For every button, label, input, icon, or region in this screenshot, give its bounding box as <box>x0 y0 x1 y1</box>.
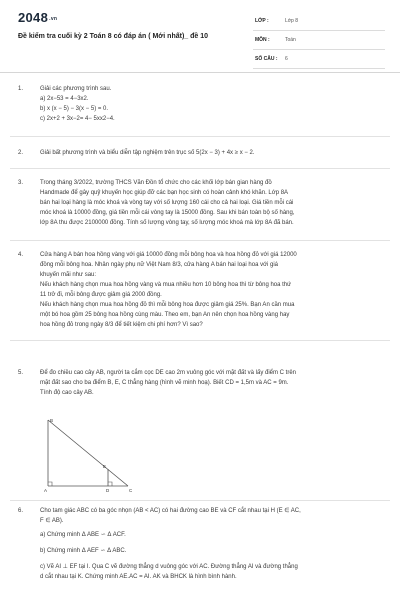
meta-value: Lớp 8 <box>285 18 299 24</box>
question-line: mặt đất sao cho ba điểm B, E, C thẳng hàng (hình vẽ minh hoạ). Biết CD = 1,5m và AC = 9m. <box>40 380 289 386</box>
question-line: Nếu khách hàng chọn mua hoa hồng đỏ thì mỗi bông hoa được giảm giá 25%. Bạn An cần mua <box>40 302 295 308</box>
question-line: Để đo chiều cao cây AB, người ta cắm cọc DE cao 2m vuông góc với mặt đất và lấy điểm C trên <box>40 370 297 376</box>
question-number: 5. <box>18 370 24 376</box>
meta-label: LỚP : <box>255 18 269 24</box>
question-line: Trong tháng 3/2022, trường THCS Văn Đồn tổ chức cho các khối lớp bán gian hàng đồ <box>40 180 272 186</box>
document-title: Đề kiểm tra cuối kỳ 2 Toán 8 có đáp án ( Mới nhất)_ đề 10 <box>18 33 209 40</box>
question-line: F ∈ AB). <box>40 518 64 524</box>
hypotenuse-bc <box>48 420 128 486</box>
question-body <box>40 148 382 158</box>
question-line: móc khoá là 10000 đồng, giá tiền mỗi cái vòng tay là 15000 đồng. Sau khi bán toàn bộ số hàng, <box>40 210 295 216</box>
logo-text: 2048 <box>18 10 49 25</box>
question-3 <box>18 178 382 228</box>
meta-table <box>253 12 385 69</box>
point-label-b: B <box>50 418 54 423</box>
question-1 <box>18 84 382 124</box>
question-body <box>40 368 382 398</box>
question-line: b) Chứng minh Δ AEF ∽ Δ ABC. <box>40 548 127 554</box>
question-line: Nếu khách hàng chọn mua hoa hồng vàng và mua nhiều hơn 10 bông hoa thì từ bông hoa thứ <box>40 282 292 288</box>
question-line: c) 2x+2 + 3x−2= 4− 5xx2−4. <box>40 116 115 122</box>
meta-value: Toán <box>285 37 296 43</box>
question-line: Tính độ cao cây AB. <box>40 390 94 396</box>
question-number: 6. <box>18 508 24 514</box>
question-line: khuyến mãi như sau: <box>40 272 97 278</box>
point-label-a: A <box>44 488 48 493</box>
tree-measurement-figure <box>40 416 140 496</box>
header-divider <box>0 72 400 73</box>
question-5 <box>18 368 382 398</box>
question-number: 3. <box>18 180 24 186</box>
question-line: Giải các phương trình sau. <box>40 86 112 92</box>
question-line: bán hai loại hàng là móc khoá và vòng tay với số lượng 160 cái cho cả hai loại. Giá tiền mỗi cái <box>40 200 294 206</box>
meta-value: 6 <box>285 56 288 62</box>
question-6 <box>18 506 382 582</box>
logo-tld: .vn <box>49 15 58 22</box>
question-line: c) Vẽ AI ⊥ EF tại I. Qua C vẽ đường thẳng d vuông góc với AC. Đường thẳng AI và đường thẳng <box>40 564 298 570</box>
meta-label: SỐ CÂU : <box>255 56 278 62</box>
point-label-d: D <box>106 488 110 493</box>
question-body <box>40 250 382 330</box>
question-line: lớp 8A thu được 2100000 đồng. Tính số lượng vòng tay, số lượng móc khoá mà lớp 8A đã bán. <box>40 220 294 226</box>
question-2 <box>18 148 382 158</box>
question-line: đồng mỗi bông hoa. Nhân ngày phụ nữ Việt Nam 8/3, cửa hàng A bán hai loại hoa với giá <box>40 262 279 268</box>
question-divider <box>10 340 390 341</box>
question-number: 2. <box>18 150 24 156</box>
question-line: Handmade để gây quỹ khuyến học giúp đỡ các bạn học sinh có hoàn cảnh khó khăn. Lớp 8A <box>40 190 289 196</box>
question-number: 4. <box>18 252 24 258</box>
question-line: một bó hoa gồm 25 bông hoa hồng cùng màu. Theo em, bạn An nên chọn hoa hồng vàng hay <box>40 312 290 318</box>
question-divider <box>10 500 390 501</box>
point-label-e: E <box>103 464 107 469</box>
question-line: 11 trở đi, mỗi bông được giảm giá 2000 đồng. <box>40 292 162 298</box>
question-body <box>40 506 382 582</box>
question-divider <box>10 240 390 241</box>
question-line: a) Chứng minh Δ ABE ∽ Δ ACF. <box>40 532 126 538</box>
right-angle-marker-d <box>108 482 112 486</box>
site-logo[interactable] <box>18 10 57 25</box>
question-4 <box>18 250 382 330</box>
question-line: Cửa hàng A bán hoa hồng vàng với giá 10000 đồng mỗi bông hoa và hoa hồng đỏ với giá 12000 <box>40 252 297 258</box>
question-line: d cắt nhau tại K. Chứng minh AE.AC = AI. AK và BHCK là hình bình hành. <box>40 574 237 580</box>
question-body <box>40 178 382 228</box>
meta-row-question-count <box>253 50 385 69</box>
question-line: Cho tam giác ABC có ba góc nhọn (AB < AC) có hai đường cao BE và CF cắt nhau tại H (E ∈ AC, <box>40 508 301 514</box>
question-divider <box>10 168 390 169</box>
document-header <box>0 0 400 72</box>
question-body <box>40 84 382 124</box>
question-divider <box>10 136 390 137</box>
point-label-c: C <box>129 488 133 493</box>
meta-row-subject <box>253 31 385 50</box>
question-number: 1. <box>18 86 24 92</box>
question-line: a) 2x−53 = 4−3x2. <box>40 96 89 102</box>
right-angle-marker-a <box>48 482 52 486</box>
meta-label: MÔN : <box>255 37 270 43</box>
meta-row-class <box>253 12 385 31</box>
question-line: hoa hồng đỏ trong ngày 8/3 để tiết kiệm chi phí hơn? Vì sao? <box>40 322 203 328</box>
question-line: b) x (x − 5) − 3(x − 5) = 0. <box>40 106 109 112</box>
question-line: Giải bất phương trình và biểu diễn tập nghiệm trên trục số 5(2x − 3) + 4x ≥ x − 2. <box>40 150 255 156</box>
